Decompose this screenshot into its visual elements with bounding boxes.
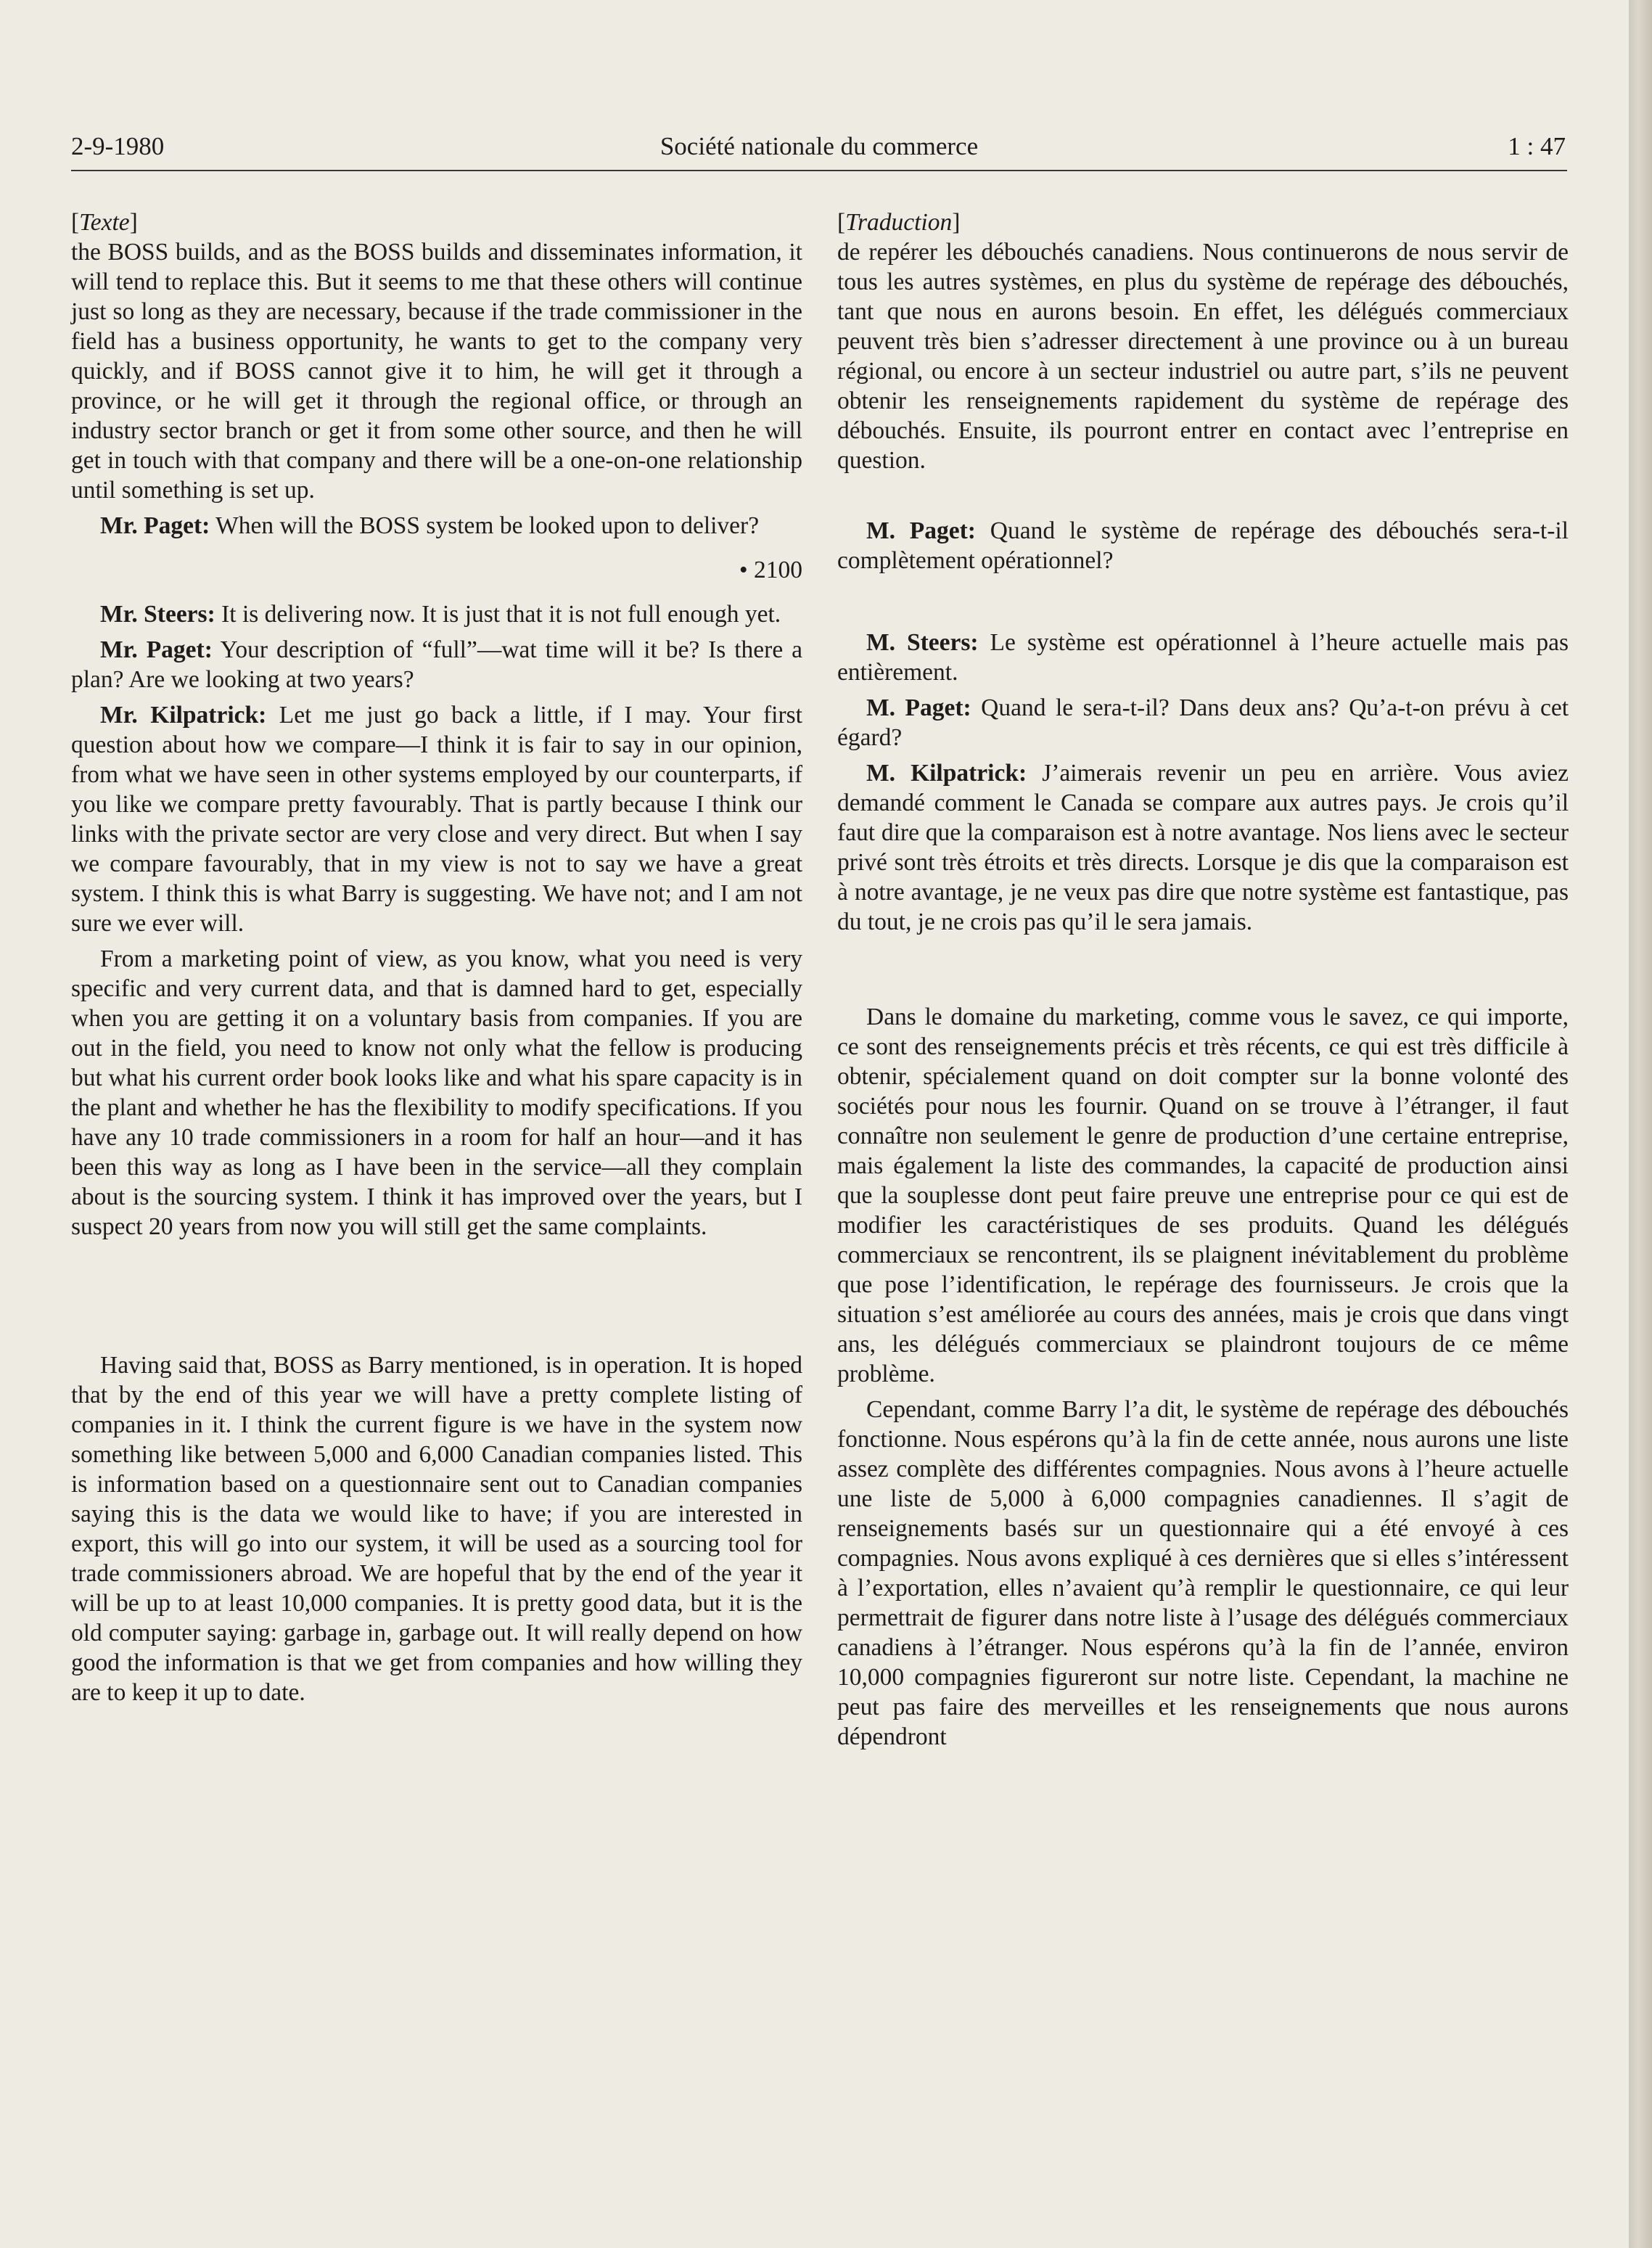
- paragraph-steers-answer: Mr. Steers: It is delivering now. It is just that it is not full enough yet.: [100, 601, 781, 628]
- paragraph: Having said that, BOSS as Barry mentioned, is in operation. It is hoped that by the end of this year we will have a pretty complete listing of companies in it. I think the current figure is we have in the system now something like between 5,000 and 6,000 Canadian companies listed. This is information based on a questionnaire sent out to Canadian companies saying this is the data we would like to have; if you are interested in export, this will go into our system, it will be used as a sourcing tool for trade commissioners abroad. We are hopeful that by the end of the year it will be up to at least 10,000 companies. It is pretty good data, but it is the old computer saying: garbage in, garbage out. It will really depend on how good the information is that we get from companies and how willing they are to keep it up to date.: [71, 1352, 802, 1706]
- french-column: [837, 208, 1569, 1752]
- paragraph: the BOSS builds, and as the BOSS builds and disseminates information, it will tend to replace this. But it seems to me that these others will continue just so long as they are necessary, because if the trade commissioner in the field has a business opportunity, he wants to get to the company very quickly, and if BOSS cannot give it to him, he will get it through a province, or he will get it through the regional office, or through an industry sector branch or get it from some other source, and then he will get in touch with that company and there will be a one-on-one relationship until something is set up.: [71, 239, 802, 504]
- page-edge: [1629, 0, 1652, 2248]
- paragraph-kilpatrick-answer: M. Kilpatrick: J’aimerais revenir un peu en arrière. Vous aviez demandé comment le Canada se compare aux autres pays. Je crois qu’il faut dire que la comparaison est à notre avantage. Nos liens avec le secteur privé sont très étroits et très directs. Lorsque je dis que la comparaison est à notre avantage, je ne veux pas dire que notre système est fantastique, pas du tout, je ne crois pas qu’il le sera jamais.: [837, 760, 1569, 935]
- column-label-traduction: [Traduction]: [837, 209, 961, 236]
- paragraph-paget-followup: M. Paget: Quand le sera-t-il? Dans deux ans? Qu’a-t-on prévu à cet égard?: [837, 694, 1569, 751]
- speaker-name: M. Steers:: [866, 629, 979, 656]
- header-title: Société nationale du commerce: [659, 132, 979, 160]
- page-header: [71, 129, 1567, 171]
- paragraph-paget-question: Mr. Paget: When will the BOSS system be looked upon to deliver?: [100, 512, 760, 539]
- paragraph-steers-answer: M. Steers: Le système est opérationnel à l’heure actuelle mais pas entièrement.: [837, 629, 1569, 686]
- paragraph-kilpatrick-answer: Mr. Kilpatrick: Let me just go back a little, if I may. Your first question about how we compare—I think it is fair to say in our opinion, from what we have seen in other systems employed by our counterparts, if you like we compare pretty favourably. That is partly because I think our links with the private sector are very close and very direct. But when I say we compare favourably, that in my view is not to say we have a great system. I think this is what Barry is suggesting. We have not; and I am not sure we ever will.: [71, 702, 802, 937]
- paragraph: de repérer les débouchés canadiens. Nous continuerons de nous servir de tous les autres systèmes, en plus du système de repérage des débouchés, tant que nous en aurons besoin. En effet, les délégués commerciaux peuvent très bien s’adresser directement à une province ou à un bureau régional, ou encore à un secteur industriel ou autre part, s’ils ne peuvent obtenir les renseignements rapidement du système de repérage des débouchés. Ensuite, ils pourront entrer en contact avec l’entreprise en question.: [837, 239, 1569, 474]
- paragraph-paget-followup: Mr. Paget: Your description of “full”—wat time will it be? Is there a plan? Are we looking at two years?: [71, 636, 802, 693]
- speaker-name: Mr. Kilpatrick:: [100, 702, 267, 729]
- speaker-name: M. Paget:: [866, 517, 976, 544]
- paragraph: Cependant, comme Barry l’a dit, le système de repérage des débouchés fonctionne. Nous espérons qu’à la fin de cette année, nous aurons une liste assez complète des différentes compagnies. Nous avons à l’heure actuelle une liste de 5,000 à 6,000 compagnies canadiennes. Il s’agit de renseignements basés sur un questionnaire qui a été envoyé à ces compagnies. Nous avons expliqué à ces dernières que si elles s’intéressent à l’exportation, elles n’avaient qu’à remplir le questionnaire, ce qui leur permettrait de figurer dans notre liste à l’usage des délégués commerciaux canadiens à l’étranger. Nous espérons qu’à la fin de l’année, environ 10,000 compagnies figureront sur notre liste. Cependant, la machine ne peut pas faire des merveilles et les renseignements que nous aurons dépendront: [837, 1396, 1569, 1750]
- speaker-name: M. Kilpatrick:: [866, 760, 1027, 787]
- speaker-name: Mr. Paget:: [100, 512, 210, 539]
- paragraph-paget-question: M. Paget: Quand le système de repérage des débouchés sera-t-il complètement opérationnel?: [837, 517, 1569, 574]
- english-column: [71, 208, 802, 1707]
- paragraph: Dans le domaine du marketing, comme vous le savez, ce qui importe, ce sont des renseignements précis et très récents, ce qui est très difficile à obtenir, spécialement quand on doit compter sur la bonne volonté des sociétés pour nous les fournir. Quand on se trouve à l’étranger, il faut connaître non seulement le genre de production d’une certaine entreprise, mais également la liste des commandes, la capacité de production ainsi que la souplesse dont peut faire preuve une entreprise pour ce qui est de modifier les caractéristiques de ses produits. Quand les délégués commerciaux se rencontrent, ils se plaignent inévitablement du problème que pose l’identification, le repérage des fournisseurs. Je crois que la situation s’est améliorée au cours des années, mais je crois que dans vingt ans, les délégués commerciaux se plaindront toujours de ce même problème.: [837, 1004, 1569, 1387]
- header-page-number: 1 : 47: [1508, 132, 1566, 160]
- paragraph: From a marketing point of view, as you know, what you need is very specific and very current data, and that is damned hard to get, especially when you are getting it on a voluntary basis from companies. If you are out in the field, you need to know not only what the fellow is producing but what his current order book looks like and what his spare capacity is in the plant and whether he has the flexibility to modify specifications. If you have any 10 trade commissioners in a room for half an hour—and it has been this way as long as I have been in the service—all they complain about is the sourcing system. I think it has improved over the years, but I suspect 20 years from now you will still get the same complaints.: [71, 945, 802, 1240]
- speaker-name: Mr. Paget:: [100, 636, 213, 663]
- column-label-texte: [Texte]: [71, 209, 138, 236]
- time-marker: • 2100: [739, 557, 802, 583]
- header-date: 2-9-1980: [71, 132, 165, 160]
- speaker-name: M. Paget:: [866, 694, 971, 721]
- speaker-name: Mr. Steers:: [100, 601, 215, 628]
